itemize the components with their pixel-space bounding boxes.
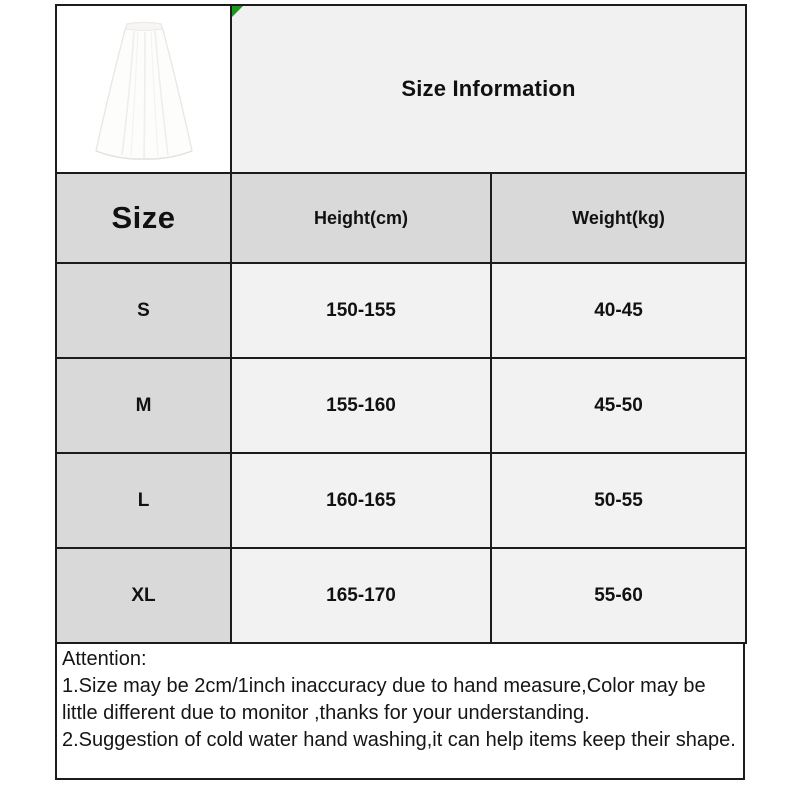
- weight-value-l: 50-55: [491, 453, 746, 548]
- green-corner-flag-icon: [232, 6, 243, 17]
- table-row-xl: [56, 548, 746, 643]
- size-label-s: S: [56, 263, 231, 358]
- size-chart: [55, 4, 745, 780]
- column-header-weight: Weight(kg): [491, 173, 746, 263]
- height-value-s: 150-155: [231, 263, 491, 358]
- size-label-l: L: [56, 453, 231, 548]
- height-value-m: 155-160: [231, 358, 491, 453]
- height-value-xl: 165-170: [231, 548, 491, 643]
- product-image-cell: [56, 5, 231, 173]
- table-row-l: [56, 453, 746, 548]
- size-information-title-cell: [231, 5, 746, 173]
- table-header-row: [56, 173, 746, 263]
- column-header-height: Height(cm): [231, 173, 491, 263]
- weight-value-xl: 55-60: [491, 548, 746, 643]
- size-label-m: M: [56, 358, 231, 453]
- column-header-size: Size: [56, 173, 231, 263]
- height-value-l: 160-165: [231, 453, 491, 548]
- size-table: [55, 4, 747, 644]
- table-row-top: [56, 5, 746, 173]
- table-row-m: [56, 358, 746, 453]
- product-image: [57, 6, 230, 172]
- attention-heading: Attention:: [62, 648, 147, 670]
- attention-note-2: 2.Suggestion of cold water hand washing,it can help items keep their shape.: [62, 729, 736, 751]
- size-information-title: Size Information: [401, 76, 576, 101]
- weight-value-s: 40-45: [491, 263, 746, 358]
- white-skirt-image: [88, 15, 200, 163]
- attention-note-1: 1.Size may be 2cm/1inch inaccuracy due to hand measure,Color may be little different due to monitor ,thanks for your understanding.: [62, 675, 706, 724]
- weight-value-m: 45-50: [491, 358, 746, 453]
- table-row-s: [56, 263, 746, 358]
- size-label-xl: XL: [56, 548, 231, 643]
- attention-notes: [55, 642, 745, 780]
